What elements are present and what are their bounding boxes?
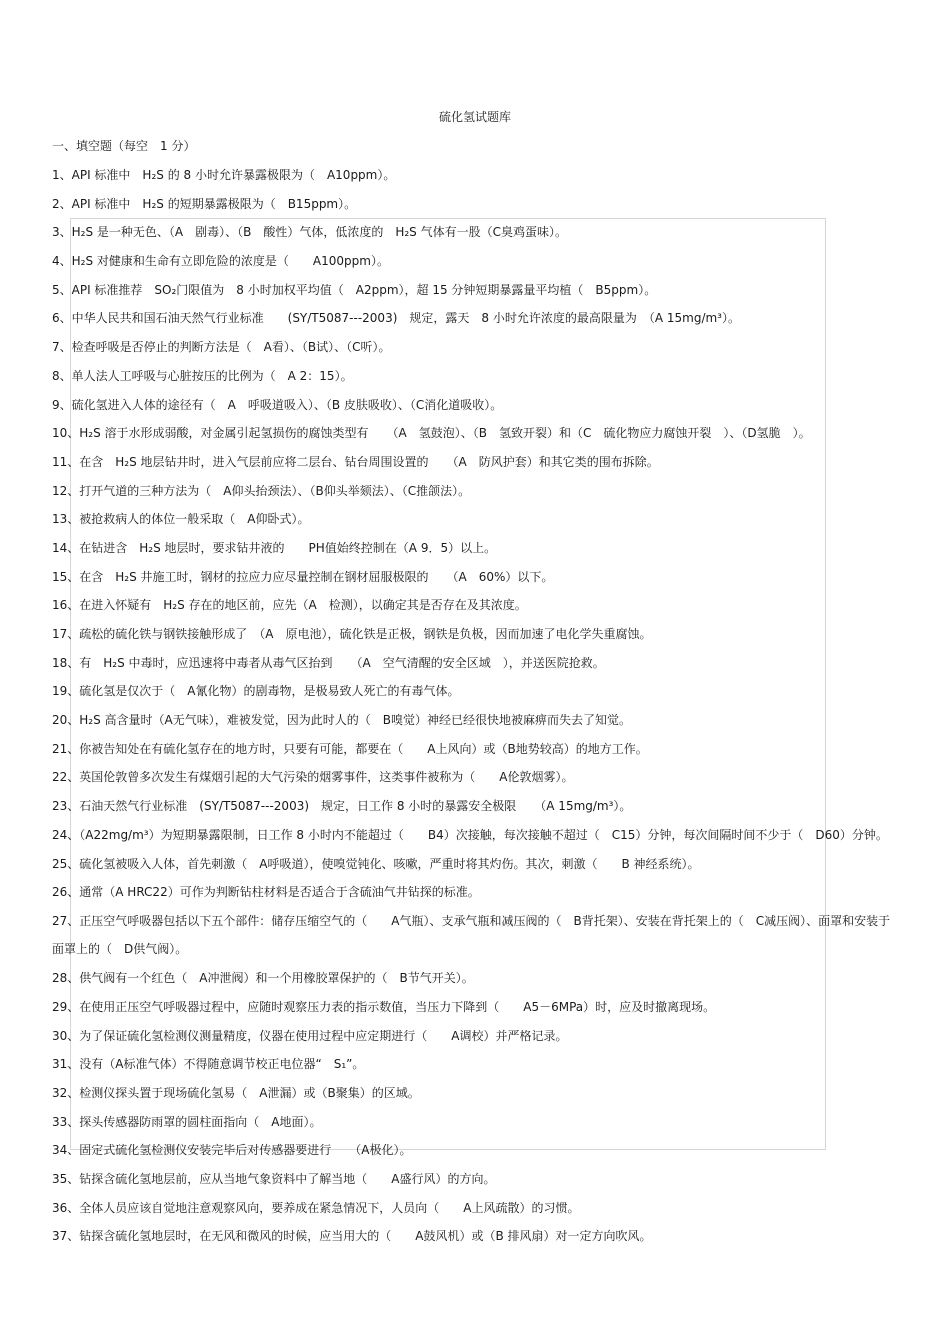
question-10: 10、H₂S 溶于水形成弱酸，对金属引起氢损伤的腐蚀类型有 （A 氢鼓泡）、（B 氢致开裂）和（C 硫化物应力腐蚀开裂 ）、（D氢脆 ）。 (52, 426, 811, 441)
question-20: 20、H₂S 高含量时（A无气味），难被发觉，因为此时人的（ B嗅觉）神经已经很快地被麻痹而失去了知觉。 (52, 713, 631, 728)
section-heading-fill-in: 一、填空题（每空 1 分） (52, 139, 196, 153)
question-34: 34、固定式硫化氢检测仪安装完毕后对传感器要进行 （A极化）。 (52, 1143, 412, 1158)
question-7: 7、检查呼吸是否停止的判断方法是（ A看）、（B试）、（C听）。 (52, 340, 391, 355)
question-14: 14、在钻进含 H₂S 地层时，要求钻井液的 PH值始终控制在（A 9．5）以上。 (52, 540, 497, 555)
question-21: 21、你被告知处在有硫化氢存在的地方时，只要有可能，都要在（ A上风向）或（B地势较高）的地方工作。 (52, 741, 648, 756)
question-26: 26、通常（A HRC22）可作为判断钻柱材料是否适合于含硫油气井钻探的标准。 (52, 885, 480, 900)
question-32: 32、检测仪探头置于现场硫化氢易（ A泄漏）或（B聚集）的区域。 (52, 1086, 420, 1101)
question-17: 17、疏松的硫化铁与钢铁接触形成了 （A 原电池），硫化铁是正极，钢铁是负极，因而加速了电化学失重腐蚀。 (52, 627, 652, 641)
document-title: 硫化氢试题库 (438, 110, 511, 124)
question-5: 5、API 标准推荐 SO₂门限值为 8 小时加权平均值（ A2ppm），超 15 分钟短期暴露量平均植（ B5ppm）。 (52, 282, 657, 297)
question-16: 16、在进入怀疑有 H₂S 存在的地区前，应先（A 检测），以确定其是否存在及其浓度。 (52, 598, 527, 613)
question-31: 31、没有（A标准气体）不得随意调节校正电位器“ S₁”。 (52, 1057, 365, 1072)
question-3: 3、H₂S 是一种无色、（A 剧毒）、（B 酸性）气体，低浓度的 H₂S 气体有一股（C臭鸡蛋味）。 (52, 225, 567, 240)
question-13: 13、被抢救病人的体位一般采取（ A仰卧式）。 (52, 512, 310, 527)
question-15: 15、在含 H₂S 井施工时，钢材的拉应力应尽量控制在钢材屈服极限的 （A 60%）以下。 (52, 569, 554, 584)
question-8: 8、单人法人工呼吸与心脏按压的比例为（ A 2：15）。 (52, 368, 353, 383)
question-list (52, 166, 902, 1256)
question-37: 37、钻探含硫化氢地层时，在无风和微风的时候，应当用大的（ A鼓风机）或（B 排风扇）对一定方向吹风。 (52, 1229, 652, 1244)
question-1: 1、API 标准中 H₂S 的 8 小时允许暴露极限为（ A10ppm）。 (52, 168, 396, 182)
question-25: 25、硫化氢被吸入人体，首先刺激（ A呼吸道），使嗅觉钝化、咳嗽，严重时将其灼伤。其次，刺激（ B 神经系统）。 (52, 856, 700, 871)
question-9: 9、硫化氢进入人体的途径有（ A 呼吸道吸入）、（B 皮肤吸收）、（C消化道吸收）。 (52, 397, 503, 412)
question-35: 35、钻探含硫化氢地层前，应从当地气象资料中了解当地（ A盛行风）的方向。 (52, 1172, 496, 1187)
question-36: 36、全体人员应该自觉地注意观察风向，要养成在紧急情况下，人员向（ A上风疏散）的习惯。 (52, 1200, 580, 1215)
question-30: 30、为了保证硫化氢检测仪测量精度，仪器在使用过程中应定期进行（ A调校）并严格记录。 (52, 1028, 568, 1043)
question-18: 18、有 H₂S 中毒时，应迅速将中毒者从毒气区抬到 （A 空气清醒的安全区域 ），并送医院抢救。 (52, 655, 605, 670)
question-28: 28、供气阀有一个红色（ A冲泄阀）和一个用橡胶罩保护的（ B节气开关）。 (52, 971, 474, 986)
question-4: 4、H₂S 对健康和生命有立即危险的浓度是（ A100ppm）。 (52, 254, 389, 269)
question-33: 33、探头传感器防雨罩的圆柱面指向（ A地面）。 (52, 1114, 322, 1129)
question-23: 23、石油天然气行业标准 (SY/T5087---2003) 规定，日工作 8 小时的暴露安全极限 （A 15mg/m³）。 (52, 799, 632, 814)
question-27: 27、正压空气呼吸器包括以下五个部件：储存压缩空气的（ A气瓶）、支承气瓶和减压阀的（ B背托架）、安装在背托架上的（ C减压阀）、面罩和安装于面罩上的（ D供气阀）。 (52, 913, 891, 957)
question-24: 24、（A22mg/m³）为短期暴露限制，日工作 8 小时内不能超过（ B4）次接触，每次接触不超过（ C15）分钟，每次间隔时间不少于（ D60）分钟。 (52, 827, 888, 842)
question-12: 12、打开气道的三种方法为（ A仰头抬颈法）、（B仰头举颏法）、（C推颌法）。 (52, 483, 471, 498)
question-22: 22、英国伦敦曾多次发生有煤烟引起的大气污染的烟雾事件，这类事件被称为（ A伦敦烟雾）。 (52, 770, 574, 785)
question-2: 2、API 标准中 H₂S 的短期暴露极限为（ B15ppm）。 (52, 196, 357, 211)
question-19: 19、硫化氢是仅次于（ A氰化物）的剧毒物，是极易致人死亡的有毒气体。 (52, 684, 460, 699)
question-6: 6、中华人民共和国石油天然气行业标准 (SY/T5087---2003) 规定，露天 8 小时允许浓度的最高限量为 （A 15mg/m³）。 (52, 311, 740, 326)
question-11: 11、在含 H₂S 地层钻井时，进入气层前应将二层台、钻台周围设置的 （A 防风护套）和其它类的围布拆除。 (52, 454, 659, 469)
question-29: 29、在使用正压空气呼吸器过程中，应随时观察压力表的指示数值，当压力下降到（ A5－6MPa）时，应及时撤离现场。 (52, 999, 716, 1014)
